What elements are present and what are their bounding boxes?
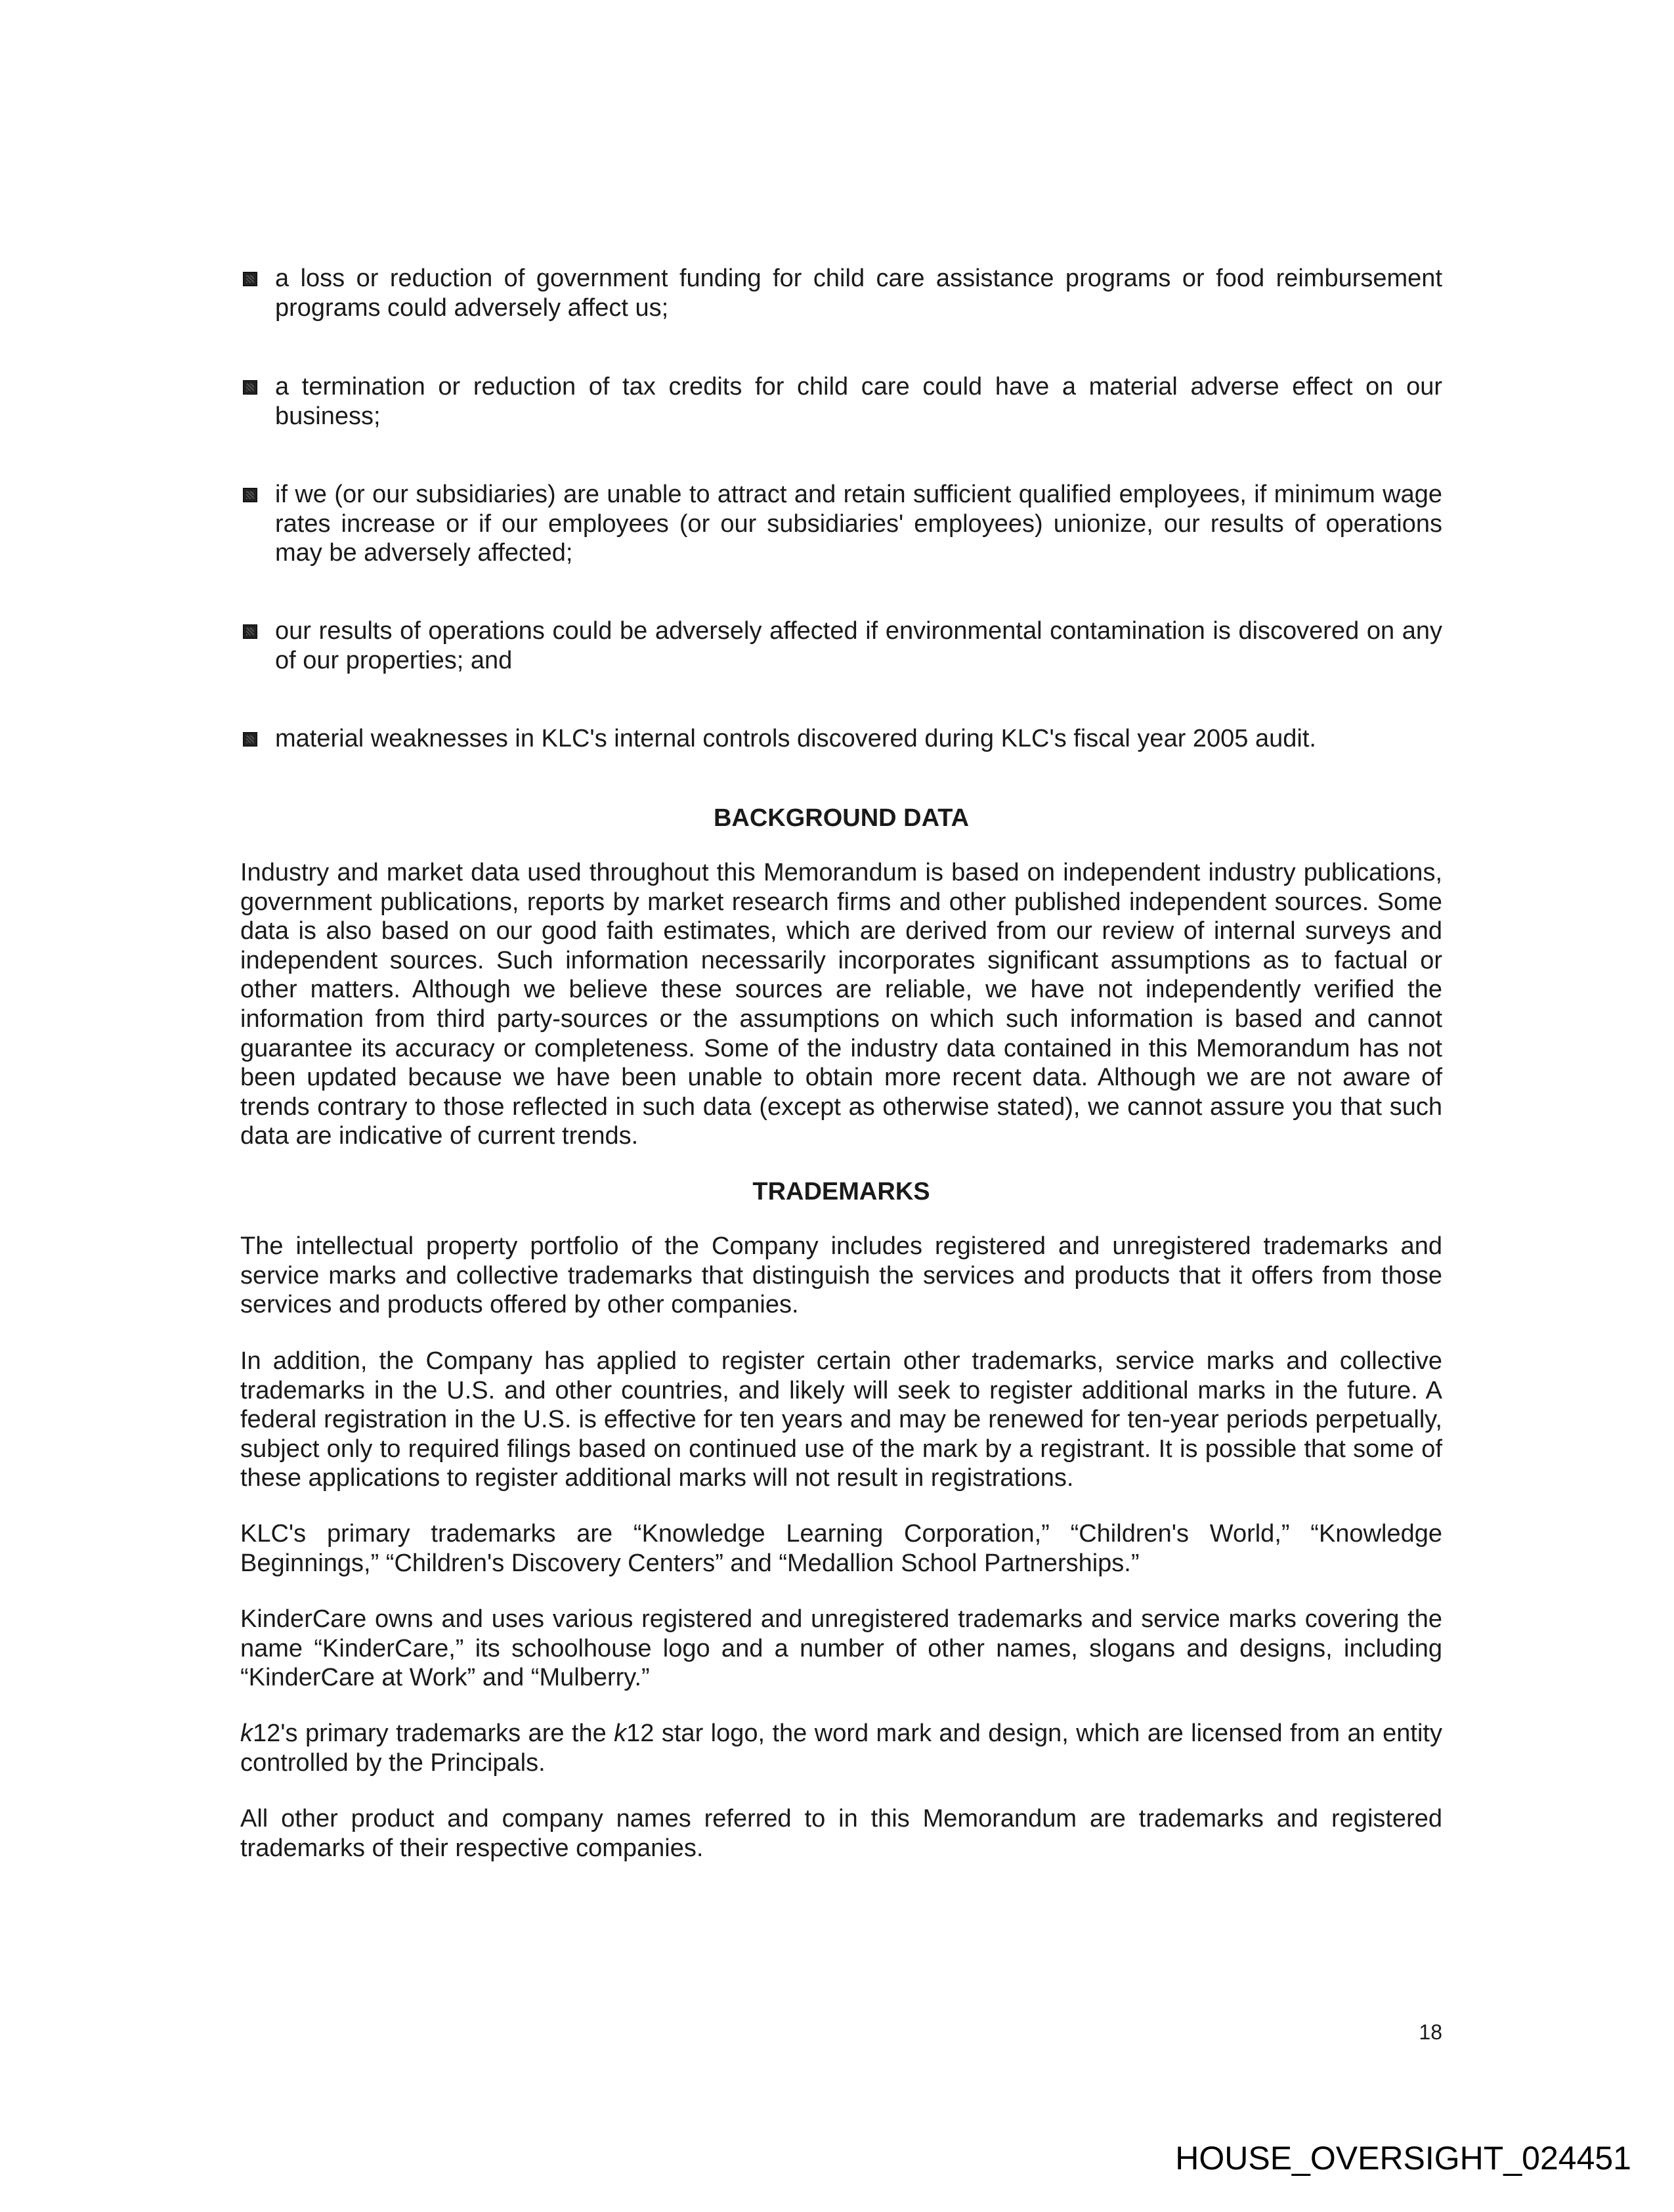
k12-italic-k: k (240, 1720, 253, 1747)
trademarks-paragraph-3: KLC's primary trademarks are “Knowledge Learning Corporation,” “Children's World,” “Knowledge Beginnings,” “Children's Discovery Centers” and “Medallion School Partnerships.” (240, 1520, 1442, 1577)
bullet-text: our results of operations could be adversely affected if environmental contamination is discovered on any of our properties; and (275, 617, 1442, 674)
text-segment: 12 star logo, the word mark and design, which are licensed from an entity controlled by the Principals. (240, 1720, 1442, 1777)
bullet-item (240, 724, 1442, 754)
bullet-item (240, 372, 1442, 431)
trademarks-paragraph-4: KinderCare owns and uses various registered and unregistered trademarks and service marks covering the name “KinderCare,” its schoolhouse logo and a number of other names, slogans and designs, including “KinderCare at Work” and “Mulberry.” (240, 1605, 1442, 1692)
page-number: 18 (1419, 2020, 1442, 2044)
square-bullet-icon (243, 272, 257, 286)
bullet-text: a termination or reduction of tax credits for child care could have a material adverse effect on our business; (275, 373, 1442, 430)
bullet-text: if we (or our subsidiaries) are unable to attract and retain sufficient qualified employees, if minimum wage rates increase or if our employees (or our subsidiaries' employees) unionize, our results of operations may be adversely affected; (275, 481, 1442, 567)
text-segment: 12's primary trademarks are the (253, 1720, 614, 1747)
square-bullet-icon (243, 732, 257, 747)
bullet-text: a loss or reduction of government funding for child care assistance programs or food reimbursement programs could adversely affect us; (275, 265, 1442, 322)
trademarks-paragraph-1: The intellectual property portfolio of the Company includes registered and unregistered trademarks and service marks and collective trademarks that distinguish the services and products that it offers from those services and products offered by other companies. (240, 1232, 1442, 1319)
bullet-item (240, 264, 1442, 322)
square-bullet-icon (243, 380, 257, 395)
k12-italic-k: k (614, 1720, 627, 1747)
square-bullet-icon (243, 488, 257, 502)
square-bullet-icon (243, 624, 257, 639)
trademarks-paragraph-2: In addition, the Company has applied to register certain other trademarks, service marks and collective trademarks in the U.S. and other countries, and likely will seek to register additional marks in the future. A federal registration in the U.S. is effective for ten years and may be renewed for ten-year periods perpetually, subject only to required filings based on continued use of the mark by a registrant. It is possible that some of these applications to register additional marks will not result in registrations. (240, 1347, 1442, 1492)
trademarks-paragraph-6: All other product and company names referred to in this Memorandum are trademarks and registered trademarks of their respective companies. (240, 1805, 1442, 1862)
bullet-text: material weaknesses in KLC's internal controls discovered during KLC's fiscal year 2005 audit. (275, 725, 1316, 752)
trademarks-paragraph-5 (240, 1719, 1442, 1777)
bates-stamp: HOUSE_OVERSIGHT_024451 (1175, 2140, 1631, 2177)
bullet-item (240, 480, 1442, 568)
section-heading-trademarks: TRADEMARKS (752, 1178, 930, 1205)
background-paragraph: Industry and market data used throughout this Memorandum is based on independent industry publications, government publications, reports by market research firms and other published independent sources. Some data is also based on our good faith estimates, which are derived from our review of internal surveys and independent sources. Such information necessarily incorporates significant assumptions as to factual or other matters. Although we believe these sources are reliable, we have not independently verified the information from third party-sources or the assumptions on which such information is based and cannot guarantee its accuracy or completeness. Some of the industry data contained in this Memorandum has not been updated because we have been unable to obtain more recent data. Although we are not aware of trends contrary to those reflected in such data (except as otherwise stated), we cannot assure you that such data are indicative of current trends. (240, 859, 1442, 1150)
bullet-item (240, 617, 1442, 675)
section-heading-background-data: BACKGROUND DATA (713, 804, 970, 832)
